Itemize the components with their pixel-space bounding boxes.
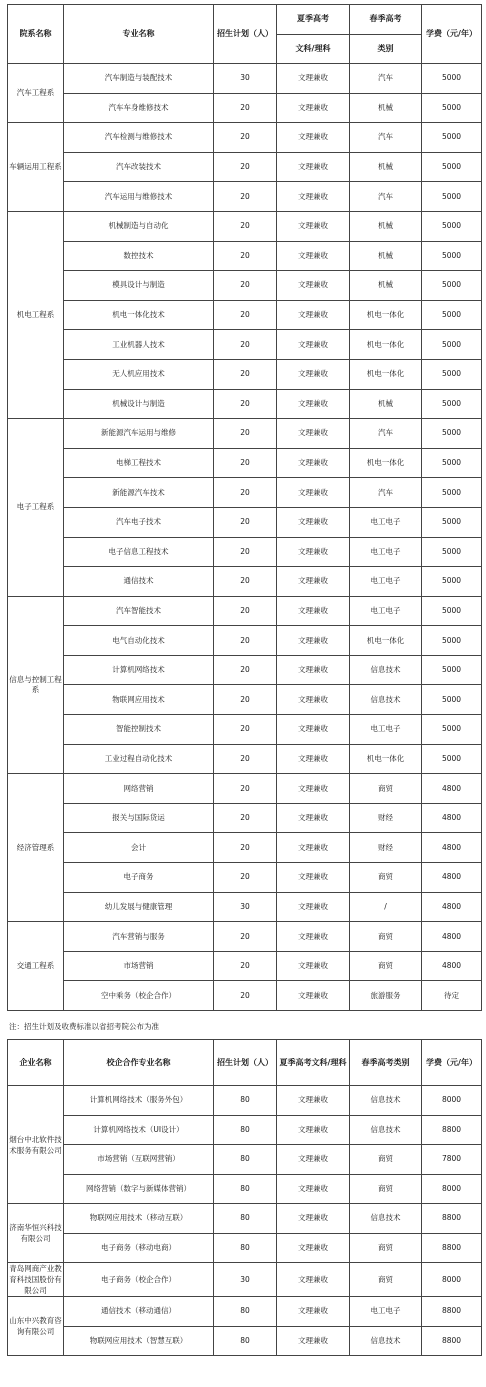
spring-cell: 信息技术 xyxy=(350,1086,422,1116)
plan-cell: 20 xyxy=(214,478,277,508)
plan-cell: 20 xyxy=(214,211,277,241)
fee-cell: 8000 xyxy=(422,1263,482,1297)
plan-cell: 80 xyxy=(214,1174,277,1204)
major-cell: 电子商务（校企合作） xyxy=(64,1263,214,1297)
plan-cell: 20 xyxy=(214,922,277,952)
spring-cell: 汽车 xyxy=(350,64,422,94)
plan-cell: 80 xyxy=(214,1326,277,1356)
major-cell: 电子商务（移动电商） xyxy=(64,1233,214,1263)
table-row xyxy=(8,537,482,567)
fee-cell: 5000 xyxy=(422,685,482,715)
fee-cell: 5000 xyxy=(422,626,482,656)
fee-cell: 4800 xyxy=(422,951,482,981)
spring-cell: 商贸 xyxy=(350,951,422,981)
spring-cell: 机电一体化 xyxy=(350,330,422,360)
plan-cell: 80 xyxy=(214,1297,277,1327)
header-coop-plan: 招生计划（人） xyxy=(214,1040,277,1086)
fee-cell: 5000 xyxy=(422,596,482,626)
spring-cell: 商贸 xyxy=(350,1233,422,1263)
plan-cell: 20 xyxy=(214,93,277,123)
table-row xyxy=(8,1297,482,1327)
plan-cell: 20 xyxy=(214,389,277,419)
spring-cell: 汽车 xyxy=(350,182,422,212)
summer-cell: 文理兼收 xyxy=(277,1174,350,1204)
summer-cell: 文理兼收 xyxy=(277,981,350,1011)
fee-cell: 8800 xyxy=(422,1204,482,1234)
table-note: 注：招生计划及收费标准以省招考院公布为准 xyxy=(9,1022,159,1031)
major-cell: 物联网应用技术（智慧互联） xyxy=(64,1326,214,1356)
spring-cell: 旅游服务 xyxy=(350,981,422,1011)
major-cell: 计算机网络技术（服务外包） xyxy=(64,1086,214,1116)
spring-cell: 财经 xyxy=(350,803,422,833)
summer-cell: 文理兼收 xyxy=(277,64,350,94)
spring-cell: 机械 xyxy=(350,271,422,301)
major-cell: 汽车营销与服务 xyxy=(64,922,214,952)
header-spring-sub: 类别 xyxy=(350,34,422,64)
fee-cell: 8800 xyxy=(422,1233,482,1263)
header-coop-major: 校企合作专业名称 xyxy=(64,1040,214,1086)
plan-cell: 80 xyxy=(214,1204,277,1234)
header-coop-summer: 夏季高考文科/理科 xyxy=(277,1040,350,1086)
plan-cell: 20 xyxy=(214,951,277,981)
plan-cell: 30 xyxy=(214,892,277,922)
table-row xyxy=(8,951,482,981)
major-cell: 电梯工程技术 xyxy=(64,448,214,478)
major-cell: 机电一体化技术 xyxy=(64,300,214,330)
summer-cell: 文理兼收 xyxy=(277,93,350,123)
plan-cell: 20 xyxy=(214,300,277,330)
summer-cell: 文理兼收 xyxy=(277,596,350,626)
table-row xyxy=(8,744,482,774)
plan-cell: 20 xyxy=(214,981,277,1011)
summer-cell: 文理兼收 xyxy=(277,567,350,597)
plan-cell: 20 xyxy=(214,152,277,182)
table-row xyxy=(8,922,482,952)
spring-cell: 机械 xyxy=(350,152,422,182)
spring-cell: 信息技术 xyxy=(350,655,422,685)
spring-cell: 信息技术 xyxy=(350,685,422,715)
plan-cell: 80 xyxy=(214,1233,277,1263)
summer-cell: 文理兼收 xyxy=(277,182,350,212)
major-cell: 计算机网络技术 xyxy=(64,655,214,685)
fee-cell: 5000 xyxy=(422,123,482,153)
spring-cell: 电工电子 xyxy=(350,567,422,597)
summer-cell: 文理兼收 xyxy=(277,1326,350,1356)
major-cell: 机械制造与自动化 xyxy=(64,211,214,241)
major-cell: 汽车智能技术 xyxy=(64,596,214,626)
fee-cell: 5000 xyxy=(422,507,482,537)
enrollment-plan-table xyxy=(7,4,482,1011)
major-cell: 模具设计与制造 xyxy=(64,271,214,301)
spring-cell: 电工电子 xyxy=(350,1297,422,1327)
plan-cell: 20 xyxy=(214,596,277,626)
table-row xyxy=(8,123,482,153)
enrollment-plan-body xyxy=(8,64,482,1011)
spring-cell: 汽车 xyxy=(350,419,422,449)
plan-cell: 20 xyxy=(214,833,277,863)
summer-cell: 文理兼收 xyxy=(277,685,350,715)
table-row xyxy=(8,685,482,715)
spring-cell: 商贸 xyxy=(350,774,422,804)
spring-cell: 信息技术 xyxy=(350,1326,422,1356)
spring-cell: 机电一体化 xyxy=(350,448,422,478)
major-cell: 汽车车身维修技术 xyxy=(64,93,214,123)
fee-cell: 4800 xyxy=(422,803,482,833)
summer-cell: 文理兼收 xyxy=(277,1263,350,1297)
major-cell: 网络营销 xyxy=(64,774,214,804)
spring-cell: 汽车 xyxy=(350,123,422,153)
table-row xyxy=(8,626,482,656)
plan-cell: 80 xyxy=(214,1086,277,1116)
fee-cell: 4800 xyxy=(422,892,482,922)
lname-cell: 济南华恒兴科技有限公司 xyxy=(8,1204,64,1263)
major-cell: 工业机器人技术 xyxy=(64,330,214,360)
plan-cell: 20 xyxy=(214,123,277,153)
header-summer: 夏季高考 xyxy=(277,5,350,35)
spring-cell: 信息技术 xyxy=(350,1204,422,1234)
table-row xyxy=(8,1174,482,1204)
header-coop-spring: 春季高考类别 xyxy=(350,1040,422,1086)
major-cell: 数控技术 xyxy=(64,241,214,271)
dept-cell: 机电工程系 xyxy=(8,211,64,418)
table-row xyxy=(8,389,482,419)
spring-cell: 电工电子 xyxy=(350,537,422,567)
major-cell: 物联网应用技术 xyxy=(64,685,214,715)
table-row xyxy=(8,271,482,301)
fee-cell: 5000 xyxy=(422,567,482,597)
summer-cell: 文理兼收 xyxy=(277,803,350,833)
plan-cell: 20 xyxy=(214,330,277,360)
major-cell: 市场营销（互联网营销） xyxy=(64,1145,214,1175)
dept-cell: 电子工程系 xyxy=(8,419,64,597)
major-cell: 汽车检测与维修技术 xyxy=(64,123,214,153)
plan-cell: 20 xyxy=(214,744,277,774)
major-cell: 智能控制技术 xyxy=(64,715,214,745)
summer-cell: 文理兼收 xyxy=(277,1086,350,1116)
header-plan: 招生计划（人） xyxy=(214,5,277,64)
lname-cell: 青岛网商产业教育科技国股份有限公司 xyxy=(9,1264,62,1295)
table-row xyxy=(8,655,482,685)
major-cell: 网络营销（数字与新媒体营销） xyxy=(64,1174,214,1204)
spring-cell: 机电一体化 xyxy=(350,626,422,656)
fee-cell: 5000 xyxy=(422,537,482,567)
fee-cell: 5000 xyxy=(422,448,482,478)
table-row xyxy=(8,478,482,508)
spring-cell: 机械 xyxy=(350,211,422,241)
plan-cell: 30 xyxy=(214,64,277,94)
header-dept: 院系名称 xyxy=(8,5,64,64)
plan-cell: 20 xyxy=(214,359,277,389)
table-row xyxy=(8,93,482,123)
fee-cell: 8000 xyxy=(422,1174,482,1204)
fee-cell: 4800 xyxy=(422,863,482,893)
summer-cell: 文理兼收 xyxy=(277,744,350,774)
fee-cell: 8800 xyxy=(422,1297,482,1327)
spring-cell: 财经 xyxy=(350,833,422,863)
table-row xyxy=(8,152,482,182)
summer-cell: 文理兼收 xyxy=(277,922,350,952)
summer-cell: 文理兼收 xyxy=(277,715,350,745)
fee-cell: 5000 xyxy=(422,300,482,330)
summer-cell: 文理兼收 xyxy=(277,1297,350,1327)
fee-cell: 7800 xyxy=(422,1145,482,1175)
table-row xyxy=(8,330,482,360)
cooperation-plan-table xyxy=(7,1039,482,1356)
fee-cell: 待定 xyxy=(422,981,482,1011)
header-summer-sub: 文科/理科 xyxy=(277,34,350,64)
plan-cell: 20 xyxy=(214,715,277,745)
fee-cell: 5000 xyxy=(422,744,482,774)
summer-cell: 文理兼收 xyxy=(277,655,350,685)
major-cell: 汽车制造与装配技术 xyxy=(64,64,214,94)
summer-cell: 文理兼收 xyxy=(277,1204,350,1234)
spring-cell: 机械 xyxy=(350,389,422,419)
summer-cell: 文理兼收 xyxy=(277,1145,350,1175)
table-row xyxy=(8,1263,482,1297)
summer-cell: 文理兼收 xyxy=(277,863,350,893)
table-row xyxy=(8,419,482,449)
summer-cell: 文理兼收 xyxy=(277,626,350,656)
table-row xyxy=(8,1115,482,1145)
fee-cell: 5000 xyxy=(422,182,482,212)
major-cell: 无人机应用技术 xyxy=(64,359,214,389)
major-cell: 计算机网络技术（UI设计） xyxy=(64,1115,214,1145)
summer-cell: 文理兼收 xyxy=(277,359,350,389)
lname-cell: 山东中兴教育咨询有限公司 xyxy=(8,1297,64,1356)
summer-cell: 文理兼收 xyxy=(277,241,350,271)
spring-cell: 商贸 xyxy=(350,1174,422,1204)
spring-cell: 机电一体化 xyxy=(350,744,422,774)
fee-cell: 5000 xyxy=(422,241,482,271)
summer-cell: 文理兼收 xyxy=(277,507,350,537)
table-row xyxy=(8,715,482,745)
plan-cell: 20 xyxy=(214,685,277,715)
fee-cell: 8800 xyxy=(422,1115,482,1145)
major-cell: 空中乘务（校企合作） xyxy=(64,981,214,1011)
summer-cell: 文理兼收 xyxy=(277,123,350,153)
summer-cell: 文理兼收 xyxy=(277,389,350,419)
table-row xyxy=(8,803,482,833)
summer-cell: 文理兼收 xyxy=(277,300,350,330)
fee-cell: 5000 xyxy=(422,152,482,182)
table-row xyxy=(8,1233,482,1263)
plan-cell: 20 xyxy=(214,537,277,567)
fee-cell: 5000 xyxy=(422,655,482,685)
spring-cell: 电工电子 xyxy=(350,507,422,537)
spring-cell: 机械 xyxy=(350,93,422,123)
major-cell: 通信技术（移动通信） xyxy=(64,1297,214,1327)
spring-cell: 商贸 xyxy=(350,1263,422,1297)
spring-cell: 商贸 xyxy=(350,922,422,952)
major-cell: 市场营销 xyxy=(64,951,214,981)
plan-cell: 20 xyxy=(214,655,277,685)
table-row xyxy=(8,507,482,537)
summer-cell: 文理兼收 xyxy=(277,419,350,449)
summer-cell: 文理兼收 xyxy=(277,478,350,508)
table-row xyxy=(8,241,482,271)
summer-cell: 文理兼收 xyxy=(277,271,350,301)
table-row xyxy=(8,1326,482,1356)
table-row xyxy=(8,182,482,212)
fee-cell: 5000 xyxy=(422,389,482,419)
plan-cell: 20 xyxy=(214,448,277,478)
summer-cell: 文理兼收 xyxy=(277,152,350,182)
major-cell: 机械设计与制造 xyxy=(64,389,214,419)
fee-cell: 4800 xyxy=(422,922,482,952)
summer-cell: 文理兼收 xyxy=(277,211,350,241)
table-row xyxy=(8,1145,482,1175)
cooperation-plan-body xyxy=(8,1086,482,1356)
fee-cell: 5000 xyxy=(422,478,482,508)
plan-cell: 20 xyxy=(214,626,277,656)
fee-cell: 5000 xyxy=(422,93,482,123)
major-cell: 汽车电子技术 xyxy=(64,507,214,537)
table-row xyxy=(8,567,482,597)
header-coop-fee: 学费（元/年） xyxy=(422,1040,482,1086)
fee-cell: 5000 xyxy=(422,271,482,301)
fee-cell: 5000 xyxy=(422,715,482,745)
spring-cell: 机电一体化 xyxy=(350,300,422,330)
dept-cell: 汽车工程系 xyxy=(8,64,64,123)
summer-cell: 文理兼收 xyxy=(277,1115,350,1145)
summer-cell: 文理兼收 xyxy=(277,774,350,804)
plan-cell: 20 xyxy=(214,182,277,212)
plan-cell: 20 xyxy=(214,774,277,804)
spring-cell: / xyxy=(350,892,422,922)
dept-cell: 信息与控制工程系 xyxy=(8,596,64,774)
table-row xyxy=(8,774,482,804)
summer-cell: 文理兼收 xyxy=(277,951,350,981)
header-company: 企业名称 xyxy=(8,1040,64,1086)
table-row xyxy=(8,300,482,330)
major-cell: 报关与国际货运 xyxy=(64,803,214,833)
major-cell: 幼儿发展与健康管理 xyxy=(64,892,214,922)
table-row xyxy=(8,981,482,1011)
major-cell: 物联网应用技术（移动互联） xyxy=(64,1204,214,1234)
spring-cell: 电工电子 xyxy=(350,715,422,745)
dept-cell: 车辆运用工程系 xyxy=(8,123,64,212)
table-row xyxy=(8,211,482,241)
lname-cell: 烟台中北软件技术服务有限公司 xyxy=(8,1086,64,1204)
plan-cell: 80 xyxy=(214,1145,277,1175)
summer-cell: 文理兼收 xyxy=(277,892,350,922)
major-cell: 电子信息工程技术 xyxy=(64,537,214,567)
plan-cell: 20 xyxy=(214,507,277,537)
table-row xyxy=(8,448,482,478)
fee-cell: 5000 xyxy=(422,419,482,449)
header-spring: 春季高考 xyxy=(350,5,422,35)
summer-cell: 文理兼收 xyxy=(277,330,350,360)
summer-cell: 文理兼收 xyxy=(277,1233,350,1263)
plan-cell: 20 xyxy=(214,863,277,893)
plan-cell: 20 xyxy=(214,803,277,833)
table-row xyxy=(8,596,482,626)
major-cell: 新能源汽车运用与维修 xyxy=(64,419,214,449)
header-major: 专业名称 xyxy=(64,5,214,64)
plan-cell: 20 xyxy=(214,241,277,271)
plan-cell: 30 xyxy=(214,1263,277,1297)
plan-cell: 80 xyxy=(214,1115,277,1145)
dept-cell: 交通工程系 xyxy=(8,922,64,1011)
spring-cell: 商贸 xyxy=(350,863,422,893)
major-cell: 汽车改装技术 xyxy=(64,152,214,182)
header-fee: 学费（元/年） xyxy=(422,5,482,64)
plan-cell: 20 xyxy=(214,567,277,597)
summer-cell: 文理兼收 xyxy=(277,448,350,478)
fee-cell: 8000 xyxy=(422,1086,482,1116)
summer-cell: 文理兼收 xyxy=(277,537,350,567)
table-row xyxy=(8,359,482,389)
spring-cell: 汽车 xyxy=(350,478,422,508)
plan-cell: 20 xyxy=(214,271,277,301)
fee-cell: 4800 xyxy=(422,833,482,863)
table-row xyxy=(8,892,482,922)
major-cell: 工业过程自动化技术 xyxy=(64,744,214,774)
plan-cell: 20 xyxy=(214,419,277,449)
spring-cell: 机电一体化 xyxy=(350,359,422,389)
major-cell: 通信技术 xyxy=(64,567,214,597)
spring-cell: 电工电子 xyxy=(350,596,422,626)
fee-cell: 5000 xyxy=(422,359,482,389)
spring-cell: 商贸 xyxy=(350,1145,422,1175)
fee-cell: 5000 xyxy=(422,330,482,360)
spring-cell: 信息技术 xyxy=(350,1115,422,1145)
dept-cell: 经济管理系 xyxy=(8,774,64,922)
table-row xyxy=(8,833,482,863)
major-cell: 汽车运用与维修技术 xyxy=(64,182,214,212)
summer-cell: 文理兼收 xyxy=(277,833,350,863)
fee-cell: 5000 xyxy=(422,64,482,94)
spring-cell: 机械 xyxy=(350,241,422,271)
major-cell: 会计 xyxy=(64,833,214,863)
table-row xyxy=(8,1204,482,1234)
table-row xyxy=(8,64,482,94)
major-cell: 电气自动化技术 xyxy=(64,626,214,656)
table-row xyxy=(8,863,482,893)
fee-cell: 4800 xyxy=(422,774,482,804)
major-cell: 新能源汽车技术 xyxy=(64,478,214,508)
major-cell: 电子商务 xyxy=(64,863,214,893)
fee-cell: 5000 xyxy=(422,211,482,241)
table-row xyxy=(8,1086,482,1116)
fee-cell: 8800 xyxy=(422,1326,482,1356)
